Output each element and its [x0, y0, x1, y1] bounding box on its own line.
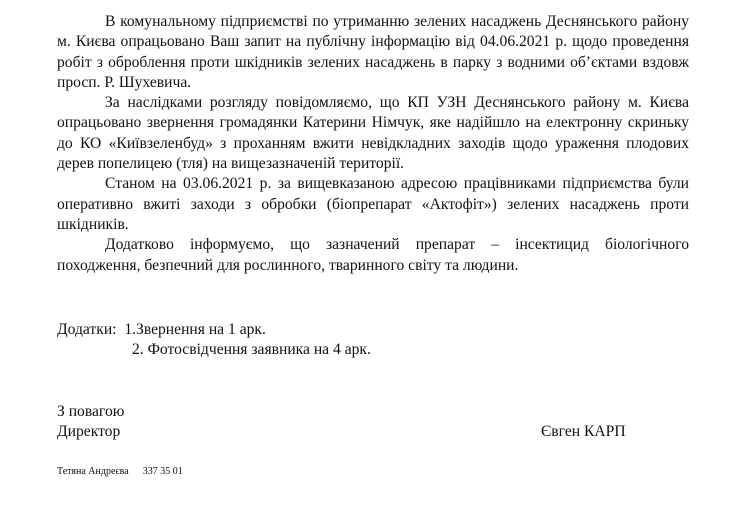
closing-block: [57, 402, 124, 443]
signer-position: Директор: [57, 423, 121, 441]
attachment-item-1: 1.Звернення на 1 арк.: [124, 321, 266, 338]
attachments-label: Додатки:: [57, 321, 117, 338]
paragraph-review: За наслідками розгляду повідомляємо, що КП УЗН Деснянського району м. Києва опрацьовано звернення громадянки Катерини Німчук, яке надійшло на електронну скриньку до КО «Київзеленбуд» з проханням вжити невідкладних заходів щодо ураження плодових дерев попелицею (тля) на вищезазначеній території.: [57, 94, 689, 173]
closing-phrase: З повагою: [57, 403, 125, 420]
signer-name: Євген КАРП: [541, 423, 626, 440]
paragraph-request: В комунальному підприємстві по утриманню зелених насаджень Деснянського району м. Києва опрацьовано Ваш запит на публічну інформацію від 04.06.2021 р. щодо проведення робіт з оброблення проти шкідників зелених насаджень в парку з водними об’єктами вздовж просп. Р. Шухевича.: [57, 13, 689, 91]
attachment-item-2: 2. Фотосвідчення заявника на 4 арк.: [132, 341, 371, 359]
attachment-row-2: [57, 340, 371, 360]
executor-name: Тетяна Андреєва: [57, 466, 129, 477]
attachment-row-1: [57, 320, 296, 340]
attachments-block: [57, 320, 371, 361]
paragraph-measures: Станом на 03.06.2021 р. за вищевказаною адресою працівниками підприємства були оперативно вжиті заходи з обробки (біопрепарат «Актофіт») зелених насаджень проти шкідників.: [57, 175, 689, 233]
letter-body: [57, 12, 689, 276]
executor-phone: 337 35 01: [142, 466, 183, 477]
paragraph-additional-info: Додатково інформуємо, що зазначений препарат – інсектицид біологічного походження, безпечний для рослинного, тваринного світу та людини.: [57, 236, 689, 274]
executor-footer: [57, 466, 183, 478]
